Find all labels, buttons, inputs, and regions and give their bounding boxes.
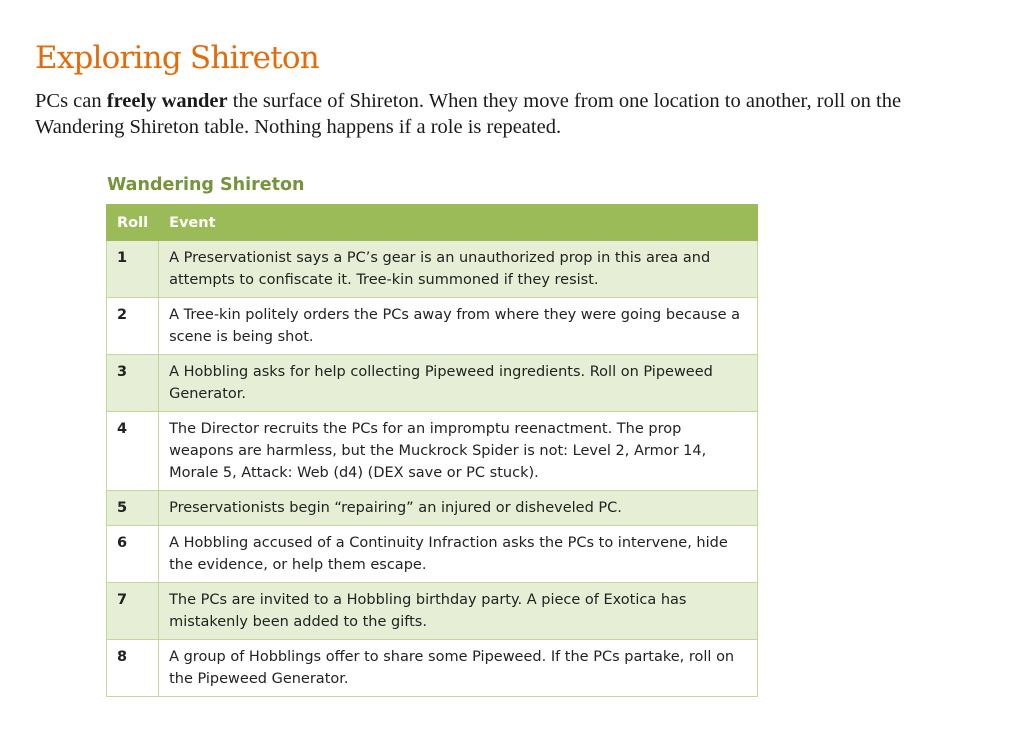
table-row bbox=[107, 526, 758, 583]
roll-cell: 3 bbox=[107, 355, 159, 412]
header-roll: Roll bbox=[107, 205, 159, 241]
table-row bbox=[107, 298, 758, 355]
event-cell: Preservationists begin “repairing” an injured or disheveled PC. bbox=[159, 491, 758, 526]
intro-emphasis: freely wander bbox=[106, 90, 228, 112]
event-cell: A Hobbling asks for help collecting Pipeweed ingredients. Roll on Pipeweed Generator. bbox=[159, 355, 758, 412]
roll-cell: 2 bbox=[107, 298, 159, 355]
header-event: Event bbox=[159, 205, 758, 241]
intro-paragraph bbox=[35, 88, 995, 140]
table-row bbox=[107, 583, 758, 640]
table-header-row bbox=[107, 205, 758, 241]
clipped-previous-text bbox=[230, 0, 830, 5]
table-row bbox=[107, 241, 758, 298]
event-cell: A Preservationist says a PC’s gear is an unauthorized prop in this area and attempts to confiscate it. Tree-kin summoned if they resist. bbox=[159, 241, 758, 298]
roll-cell: 5 bbox=[107, 491, 159, 526]
table-row bbox=[107, 355, 758, 412]
event-cell: A group of Hobblings offer to share some Pipeweed. If the PCs partake, roll on the Pipeweed Generator. bbox=[159, 640, 758, 697]
roll-cell: 6 bbox=[107, 526, 159, 583]
table-row bbox=[107, 412, 758, 491]
roll-cell: 1 bbox=[107, 241, 159, 298]
table-row bbox=[107, 491, 758, 526]
event-cell: A Tree-kin politely orders the PCs away from where they were going because a scene is being shot. bbox=[159, 298, 758, 355]
event-cell: A Hobbling accused of a Continuity Infraction asks the PCs to intervene, hide the evidence, or help them escape. bbox=[159, 526, 758, 583]
table-title: Wandering Shireton bbox=[107, 175, 305, 195]
wandering-table bbox=[106, 204, 758, 697]
table-row bbox=[107, 640, 758, 697]
roll-cell: 4 bbox=[107, 412, 159, 491]
roll-cell: 8 bbox=[107, 640, 159, 697]
page-heading: Exploring Shireton bbox=[35, 40, 319, 76]
roll-cell: 7 bbox=[107, 583, 159, 640]
intro-text-after: the surface of Shireton. When they move from one location to another, roll on the Wandering Shireton table. Nothing happens if a role is repeated. bbox=[35, 90, 902, 138]
event-cell: The Director recruits the PCs for an impromptu reenactment. The prop weapons are harmless, but the Muckrock Spider is not: Level 2, Armor 14, Morale 5, Attack: Web (d4) (DEX save or PC stuck). bbox=[159, 412, 758, 491]
intro-text-before: PCs can bbox=[35, 90, 107, 112]
event-cell: The PCs are invited to a Hobbling birthday party. A piece of Exotica has mistakenly been added to the gifts. bbox=[159, 583, 758, 640]
